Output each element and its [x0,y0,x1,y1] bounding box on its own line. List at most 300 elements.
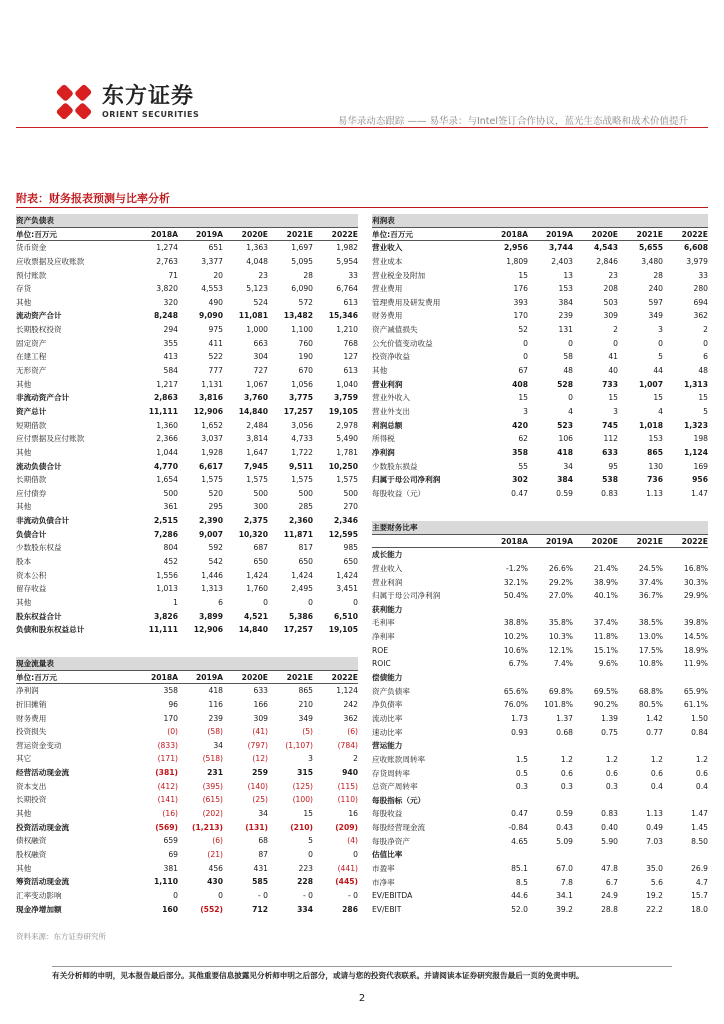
table-row [16,807,358,821]
disclaimer-footer: 有关分析师的申明，见本报告最后部分。其他重要信息披露见分析师申明之后部分，或请与您的投资代表联系。并请阅读本证券研究报告最后一页的免责申明。 [52,971,584,980]
table-row [16,432,358,446]
cell-value: (140) [247,781,268,791]
table-row [16,255,358,269]
cell-value: 1,575 [291,475,313,485]
row-label: 非流动负债合计 [16,516,70,526]
cell-value: 0.93 [511,727,528,737]
cell-value: 1,013 [156,584,178,594]
row-label: 资本公积 [16,570,47,580]
cell-value: 8,248 [153,311,178,321]
cell-value: 520 [208,488,223,498]
row-label: 负债合计 [16,529,47,539]
row-label: 营业税金及附加 [372,270,426,280]
table-row [16,821,358,835]
row-label: ROE [372,645,389,655]
cell-value: 12,595 [328,529,358,539]
cell-value: 8.5 [515,877,528,887]
row-label: 其他 [16,297,32,307]
row-label: 长期借款 [16,475,47,485]
cell-value: 1,044 [156,447,178,457]
row-label: 市净率 [372,877,395,887]
cell-value: 2,763 [156,256,178,266]
cell-value: 9,007 [198,529,223,539]
table-title-row [16,657,358,671]
cell-value: 6,764 [336,284,358,294]
cell-value: 33 [348,270,358,280]
cell-value: 14,840 [238,406,268,416]
table-row [372,337,708,351]
cell-value: 817 [298,543,313,553]
cell-value: 1,217 [156,379,178,389]
cell-value: 33 [698,270,708,280]
table-row [16,793,358,807]
cell-value: 393 [513,297,528,307]
unit-label: 单位:百万元 [16,229,58,239]
cell-value: 592 [208,543,223,553]
cell-value: 2 [353,754,358,764]
cell-value: 300 [253,502,268,512]
cell-value: 2 [703,325,708,335]
table-row [16,889,358,903]
table-title: 资产负债表 [16,216,54,225]
table-row [16,725,358,739]
cell-value: 5,386 [288,611,313,621]
cell-value: 38.9% [593,577,618,587]
table-row [16,766,358,780]
cell-value: 712 [252,904,268,914]
cell-value: 228 [297,877,313,887]
cell-value: 4,048 [246,256,268,266]
cell-value: (210) [290,822,313,832]
group-heading-row [372,548,708,562]
row-label: 速动比率 [372,727,403,737]
table-header-row [16,228,358,242]
cell-value: 500 [253,488,268,498]
cell-value: 490 [208,297,223,307]
cell-value: 170 [163,713,178,723]
year-header: 2022E [331,672,358,682]
cell-value: 1,131 [201,379,223,389]
cell-value: (518) [202,754,223,764]
row-label: 每股收益 [372,809,403,819]
cell-value: 0.68 [556,727,573,737]
row-label: 其他 [16,379,32,389]
cell-value: 16 [348,809,358,819]
table-row [372,378,708,392]
cell-value: 0.6 [560,768,573,778]
table-row [372,712,708,726]
row-label: 净利润 [16,686,39,696]
cell-value: 242 [343,699,358,709]
cell-value: 68 [258,836,268,846]
row-label: 汇率变动影响 [16,890,62,900]
cell-value: 68.8% [638,686,663,696]
cell-value: 36.7% [638,591,663,601]
cell-value: 0 [523,338,528,348]
cell-value: 334 [297,904,313,914]
row-label: 其他 [16,502,32,512]
table-row [16,323,358,337]
cell-value: 687 [253,543,268,553]
cell-value: 1,124 [683,447,708,457]
cell-value: 0 [173,890,178,900]
cell-value: 15,346 [328,311,358,321]
cell-value: 50.4% [503,591,528,601]
cell-value: 4 [568,406,573,416]
cell-value: 2,375 [243,516,268,526]
cell-value: 9.6% [598,659,618,669]
cell-value: 362 [693,311,708,321]
cell-value: 985 [343,543,358,553]
cell-value: 309 [603,311,618,321]
cell-value: 5 [308,836,313,846]
cell-value: 15 [518,270,528,280]
cell-value: 413 [163,352,178,362]
year-header: 2020E [241,229,268,239]
cell-value: 1.42 [646,713,663,723]
cell-value: 130 [648,461,663,471]
table-row [16,296,358,310]
row-label: 资产总计 [16,406,47,416]
cell-value: 1.5 [515,754,528,764]
cell-value: 40.1% [593,591,618,601]
table-row [16,541,358,555]
cell-value: 0.59 [556,809,573,819]
cell-value: 65.6% [503,686,528,696]
row-label: 财务费用 [16,713,47,723]
row-label: 净利润 [372,447,395,457]
row-label: 营业收入 [372,243,403,253]
table-row [16,684,358,698]
cell-value: 2,484 [246,420,268,430]
table-title: 利润表 [372,216,395,225]
cell-value: 35.8% [548,618,573,628]
cell-value: 408 [512,379,528,389]
group-heading-row [372,671,708,685]
cell-value: 1,040 [336,379,358,389]
cell-value: 90.2% [593,700,618,710]
table-row [372,446,708,460]
cell-value: 28 [303,270,313,280]
table-row [16,834,358,848]
table-row [16,269,358,283]
row-label: 股东权益合计 [16,611,62,621]
cell-value: 1,110 [153,877,178,887]
cell-value: 418 [557,447,573,457]
row-label: 长期投资 [16,795,47,805]
row-label: 公允价值变动收益 [372,338,433,348]
section-divider [16,207,708,208]
cell-value: 0.75 [601,727,618,737]
row-label: 存货周转率 [372,768,410,778]
cell-value: 430 [207,877,223,887]
unit-label: 单位:百万元 [16,672,58,682]
cell-value: 456 [208,863,223,873]
cell-value: 633 [253,686,268,696]
table-row [372,309,708,323]
cell-value: 0.43 [556,823,573,833]
row-label: 营运能力 [372,741,403,751]
row-label: 归属于母公司净利润 [372,475,441,485]
cell-value: 1.2 [560,754,573,764]
cell-value: 2,846 [596,256,618,266]
cell-value: 69 [168,849,178,859]
cell-value: - 0 [348,890,358,900]
row-label: 总资产周转率 [372,782,418,792]
cell-value: 0.49 [646,823,663,833]
year-header: 2022E [331,229,358,239]
cell-value: 24.5% [638,563,663,573]
row-label: 营业利润 [372,577,403,587]
row-label: 营业利润 [372,379,403,389]
row-label: 营运资金变动 [16,740,62,750]
cell-value: 524 [253,297,268,307]
cell-value: 112 [603,434,618,444]
table-row [372,726,708,740]
row-label: 预付账款 [16,270,47,280]
table-row [16,739,358,753]
table-row [372,255,708,269]
cell-value: 0.47 [511,809,528,819]
data-source-note: 资料来源：东方证券研究所 [16,932,106,941]
table-header-row [372,535,708,549]
cell-value: (445) [335,877,358,887]
row-label: 股权融资 [16,849,47,859]
table-row [372,753,708,767]
cell-value: 663 [253,338,268,348]
row-label: 非流动资产合计 [16,393,70,403]
row-label: 投资活动现金流 [16,822,70,832]
cell-value: 670 [298,366,313,376]
row-label: 投资净收益 [372,352,410,362]
cell-value: 67.0 [556,864,573,874]
cell-value: 1,000 [246,325,268,335]
cell-value: 1,575 [336,475,358,485]
table-title-row [372,521,708,535]
cell-value: 34.1 [556,891,573,901]
cell-value: 2,390 [198,516,223,526]
cell-value: -0.84 [508,823,528,833]
year-header: 2022E [681,536,708,546]
cell-value: 2,403 [551,256,573,266]
cell-value: 0.5 [515,768,528,778]
cell-value: 1.37 [556,713,573,723]
cell-value: 11.9% [683,659,708,669]
cell-value: 44.6 [511,891,528,901]
cell-value: 528 [557,379,573,389]
cell-value: 420 [512,420,528,430]
row-label: 利润总额 [372,420,403,430]
cell-value: 1,323 [683,420,708,430]
cell-value: 0.4 [650,782,663,792]
cell-value: 12,906 [193,625,223,635]
cell-value: (100) [292,795,313,805]
row-label: 现金净增加额 [16,904,62,914]
cell-value: 198 [693,434,708,444]
table-row [372,835,708,849]
group-heading-row [372,603,708,617]
row-label: 估值比率 [372,850,403,860]
cell-value: 28.8 [601,904,618,914]
cell-value: 745 [602,420,618,430]
table-row [372,616,708,630]
cell-value: 38.8% [503,618,528,628]
cell-value: 309 [253,713,268,723]
cell-value: 4.7 [695,877,708,887]
cell-value: 285 [298,502,313,512]
cell-value: 8.50 [691,836,708,846]
row-label: 资产负债率 [372,686,410,696]
cell-value: 1,654 [156,475,178,485]
cell-value: 11,111 [148,406,178,416]
table-row [16,610,358,624]
cell-value: 500 [343,488,358,498]
cell-value: 613 [343,366,358,376]
cell-value: 34 [563,461,573,471]
row-label: 股本 [16,557,32,567]
cell-value: 21.4% [593,563,618,573]
table-row [372,589,708,603]
cell-value: 1,982 [336,243,358,253]
cell-value: 0 [703,338,708,348]
row-label: 流动比率 [372,713,403,723]
cell-value: 26.6% [548,563,573,573]
table-row [16,364,358,378]
table-row [16,555,358,569]
year-header: 2021E [636,229,663,239]
cell-value: (16) [162,809,178,819]
unit-label: 单位:百万元 [372,229,414,239]
cell-value: 584 [163,366,178,376]
row-label: 筹资活动现金流 [16,877,70,887]
table-row [372,269,708,283]
cell-value: 3,814 [246,434,268,444]
cell-value: (615) [202,795,223,805]
cell-value: (441) [337,863,358,873]
row-label: 营业成本 [372,256,403,266]
table-title: 现金流量表 [16,659,54,668]
cell-value: 131 [558,325,573,335]
cell-value: 176 [513,284,528,294]
year-header: 2018A [150,229,178,239]
cell-value: 384 [558,297,573,307]
cell-value: 0 [263,597,268,607]
year-header: 2018A [500,229,528,239]
cell-value: 1,781 [336,447,358,457]
table-row [372,698,708,712]
cell-value: 3,775 [288,393,313,403]
table-row [16,419,358,433]
cell-value: (5) [302,727,313,737]
cell-value: 160 [162,904,178,914]
cell-value: 500 [163,488,178,498]
cell-value: 0.6 [695,768,708,778]
row-label: EV/EBITDA [372,891,413,901]
cell-value: 2,515 [153,516,178,526]
table-header-row [16,671,358,685]
table-row [16,241,358,255]
cell-value: 38.5% [638,618,663,628]
table-row [372,807,708,821]
row-label: ROIC [372,659,391,669]
year-header: 2021E [286,672,313,682]
cell-value: 6.7% [508,659,528,669]
cell-value: (115) [337,781,358,791]
cell-value: 1,100 [291,325,313,335]
row-label: 负债和股东权益总计 [16,625,85,635]
cell-value: 27.0% [548,591,573,601]
table-row [16,282,358,296]
cell-value: 32.1% [503,577,528,587]
row-label: 资产减值损失 [372,325,418,335]
cell-value: (125) [292,781,313,791]
cell-value: (209) [335,822,358,832]
year-header: 2018A [500,536,528,546]
cell-value: 0 [353,597,358,607]
cell-value: 153 [648,434,663,444]
cell-value: 80.5% [638,700,663,710]
cell-value: 0.3 [560,782,573,792]
cell-value: (784) [337,740,358,750]
cell-value: 1,210 [336,325,358,335]
cell-value: 223 [298,863,313,873]
table-row [372,487,708,501]
cell-value: 1,056 [291,379,313,389]
cell-value: 1,363 [246,243,268,253]
cell-value: 116 [208,699,223,709]
row-label: 留存收益 [16,584,47,594]
cell-value: 41 [608,352,618,362]
cell-value: 18.0 [691,904,708,914]
cell-value: 23 [608,270,618,280]
row-label: 每股收益（元） [372,488,426,498]
cash-flow-table [16,657,358,916]
cell-value: 0.84 [691,727,708,737]
cell-value: -1.2% [505,563,528,573]
cell-value: 58 [563,352,573,362]
company-logo [52,80,312,124]
row-label: 净负债率 [372,700,403,710]
cell-value: 153 [558,284,573,294]
cell-value: 40 [608,366,618,376]
cell-value: 302 [512,475,528,485]
cell-value: 727 [253,366,268,376]
cell-value: 295 [208,502,223,512]
cell-value: 1,647 [246,447,268,457]
row-label: 短期借款 [16,420,47,430]
cell-value: 1.39 [601,713,618,723]
table-row [372,821,708,835]
cell-value: 11.8% [593,632,618,642]
year-header: 2018A [150,672,178,682]
section-title: 附表：财务报表预测与比率分析 [16,192,170,205]
cell-value: 5.6 [650,877,663,887]
cell-value: 3,480 [641,256,663,266]
cell-value: 2,366 [156,434,178,444]
cell-value: - 0 [303,890,313,900]
table-row [372,644,708,658]
table-row [372,473,708,487]
cell-value: 1.45 [691,823,708,833]
cell-value: 650 [298,557,313,567]
table-row [372,432,708,446]
cell-value: 71 [168,270,178,280]
cell-value: 1,809 [506,256,528,266]
cell-value: 4,521 [243,611,268,621]
cell-value: 768 [343,338,358,348]
cell-value: 11,871 [283,529,313,539]
row-label: 应付票据及应付账款 [16,434,85,444]
